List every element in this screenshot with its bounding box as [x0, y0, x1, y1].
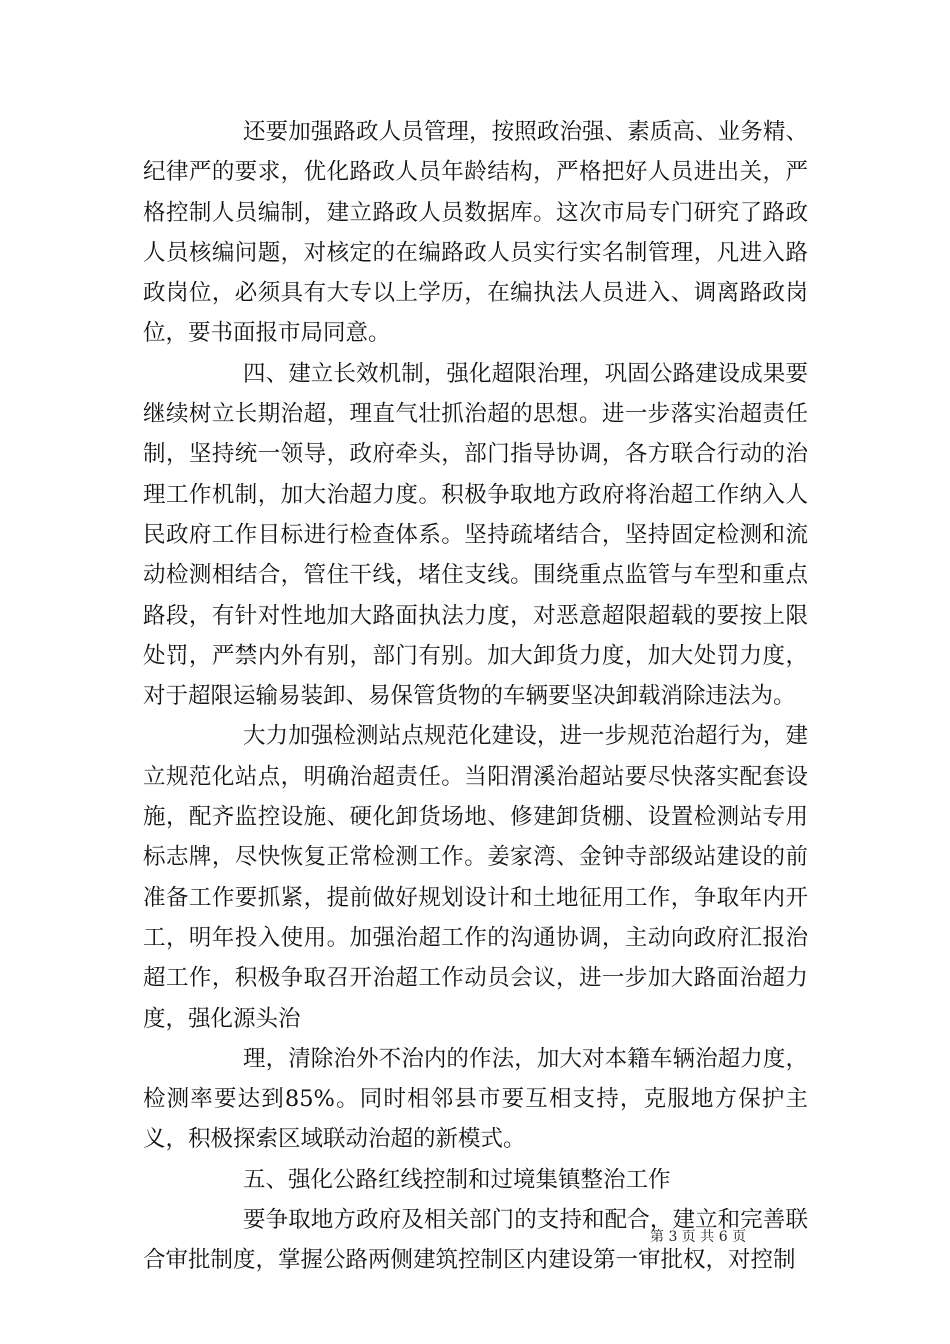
paragraph-staff-management: 还要加强路政人员管理，按照政治强、素质高、业务精、纪律严的要求，优化路政人员年龄结构，严格把好人员进出关，严格控制人员编制，建立路政人员数据库。这次市局专门研究了路政人员核编问题，对核定的在编路政人员实行实名制管理，凡进入路政岗位，必须具有大专以上学历，在编执法人员进入、调离路政岗位，要书面报市局同意。	[143, 119, 808, 347]
paragraph-station-construction: 大力加强检测站点规范化建设，进一步规范治超行为，建立规范化站点，明确治超责任。当阳渭溪治超站要尽快落实配套设施，配齐监控设施、硬化卸货场地、修建卸货棚、设置检测站专用标志牌，尽快恢复正常检测工作。姜家湾、金钟寺部级站建设的前准备工作要抓紧，提前做好规划设计和土地征用工作，争取年内开工，明年投入使用。加强治超工作的沟通协调，主动向政府汇报治超工作，积极争取召开治超工作动员会议，进一步加大路面治超力度，强化源头治	[143, 723, 808, 1032]
section-heading-five: 五、强化公路红线控制和过境集镇整治工作	[243, 1166, 671, 1193]
document-body	[143, 112, 808, 1281]
page-number-footer: 第 3 页 共 6 页	[650, 1229, 747, 1245]
paragraph-approval-system: 要争取地方政府及相关部门的支持和配合，建立和完善联合审批制度，掌握公路两侧建筑控制区内建设第一审批权，对控制	[143, 1207, 808, 1274]
paragraph-source-control: 理，清除治外不治内的作法，加大对本籍车辆治超力度，检测率要达到85%。同时相邻县市要互相支持，克服地方保护主义，积极探索区域联动治超的新模式。	[143, 1045, 808, 1153]
paragraph-overload-control: 四、建立长效机制，强化超限治理，巩固公路建设成果要继续树立长期治超，理直气壮抓治超的思想。进一步落实治超责任制，坚持统一领导，政府牵头，部门指导协调，各方联合行动的治理工作机制，加大治超力度。积极争取地方政府将治超工作纳入人民政府工作目标进行检查体系。坚持疏堵结合，坚持固定检测和流动检测相结合，管住干线，堵住支线。围绕重点监管与车型和重点路段，有针对性地加大路面执法力度，对恶意超限超载的要按上限处罚，严禁内外有别，部门有别。加大卸货力度，加大处罚力度，对于超限运输易装卸、易保管货物的车辆要坚决卸载消除违法为。	[143, 360, 808, 710]
